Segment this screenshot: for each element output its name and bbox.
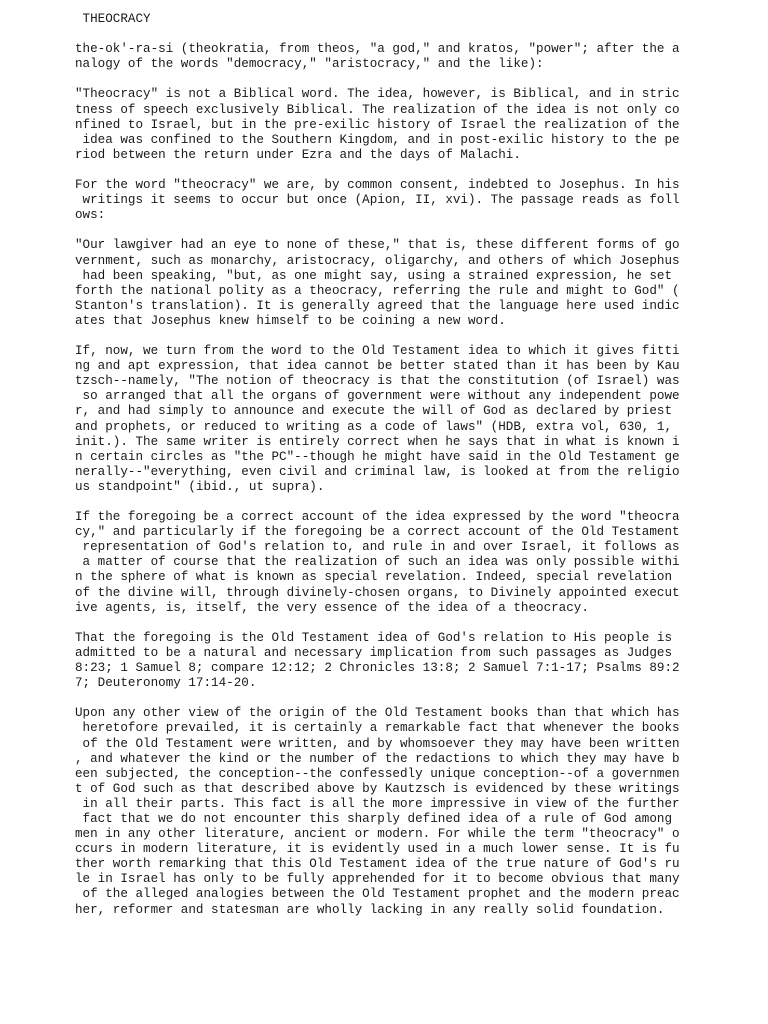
text-line: idea was confined to the Southern Kingdom, and in post-exilic history to the pe [75,132,680,147]
text-line: us standpoint" (ibid., ut supra). [75,479,325,494]
document-body [75,42,755,917]
text-line: representation of God's relation to, and rule in and over Israel, it follows as [75,540,680,555]
text-line: of the alleged analogies between the Old Testament prophet and the modern preac [75,887,680,902]
paragraph [75,87,755,162]
text-line: admitted to be a natural and necessary implication from such passages as Judges [75,645,673,660]
paragraph [75,238,755,329]
text-line: so arranged that all the organs of government were without any independent powe [75,389,680,404]
text-line: le in Israel has only to be fully apprehended for it to become obvious that many [75,872,680,887]
text-line: fact that we do not encounter this sharply defined idea of a rule of God among [75,811,673,826]
text-line: 8:23; 1 Samuel 8; compare 12:12; 2 Chronicles 13:8; 2 Samuel 7:1-17; Psalms 89:2 [75,661,680,676]
text-line: the-ok'-ra-si (theokratia, from theos, "a god," and kratos, "power"; after the a [75,42,680,57]
text-line: writings it seems to occur but once (Apion, II, xvi). The passage reads as foll [75,193,680,208]
text-line: her, reformer and statesman are wholly lacking in any really solid foundation. [75,902,665,917]
text-line: heretofore prevailed, it is certainly a remarkable fact that whenever the books [75,721,680,736]
text-line: , and whatever the kind or the number of the redactions to which they may have b [75,751,680,766]
text-line: Upon any other view of the origin of the Old Testament books than that which has [75,706,680,721]
paragraph [75,706,755,917]
text-line: n certain circles as "the PC"--though he might have said in the Old Testament ge [75,449,680,464]
text-line: tness of speech exclusively Biblical. The realization of the idea is not only co [75,102,680,117]
text-line: nerally--"everything, even civil and criminal law, is looked at from the religio [75,464,680,479]
paragraph [75,42,755,72]
text-line: If the foregoing be a correct account of the idea expressed by the word "theocra [75,510,680,525]
text-line: of the Old Testament were written, and by whomsoever they may have been written [75,736,680,751]
text-line: r, and had simply to announce and execute the will of God as declared by priest [75,404,673,419]
text-line: and prophets, or reduced to writing as a code of laws" (HDB, extra vol, 630, 1, [75,419,673,434]
text-line: "Theocracy" is not a Biblical word. The idea, however, is Biblical, and in stric [75,87,680,102]
text-line: "Our lawgiver had an eye to none of these," that is, these different forms of go [75,238,680,253]
text-line: tzsch--namely, "The notion of theocracy is that the constitution (of Israel) was [75,374,680,389]
text-line: ows: [75,208,106,223]
text-line: init.). The same writer is entirely correct when he says that in what is known i [75,434,680,449]
paragraph [75,344,755,495]
text-line: That the foregoing is the Old Testament idea of God's relation to His people is [75,630,673,645]
text-line: cy," and particularly if the foregoing be a correct account of the Old Testament [75,525,680,540]
text-line: vernment, such as monarchy, aristocracy, oligarchy, and others of which Josephus [75,253,680,268]
document-title: THEOCRACY [75,12,151,26]
text-line: nfined to Israel, but in the pre-exilic history of Israel the realization of the [75,117,680,132]
text-line: ng and apt expression, that idea cannot be better stated than it has been by Kau [75,359,680,374]
text-line: a matter of course that the realization of such an idea was only possible withi [75,555,680,570]
text-line: n the sphere of what is known as special revelation. Indeed, special revelation [75,570,673,585]
text-line: If, now, we turn from the word to the Old Testament idea to which it gives fitti [75,344,680,359]
document-page [75,12,755,933]
text-line: riod between the return under Ezra and the days of Malachi. [75,147,521,162]
paragraph [75,631,755,691]
text-line: een subjected, the conception--the confessedly unique conception--of a governmen [75,766,680,781]
text-line: had been speaking, "but, as one might say, using a strained expression, he set [75,268,673,283]
paragraph [75,510,755,616]
text-line: For the word "theocracy" we are, by common consent, indebted to Josephus. In his [75,178,680,193]
text-line: in all their parts. This fact is all the more impressive in view of the further [75,796,680,811]
text-line: nalogy of the words "democracy," "aristocracy," and the like): [75,57,544,72]
text-line: t of God such as that described above by Kautzsch is evidenced by these writings [75,781,680,796]
text-line: 7; Deuteronomy 17:14-20. [75,676,257,691]
text-line: forth the national polity as a theocracy, referring the rule and might to God" ( [75,283,680,298]
text-line: men in any other literature, ancient or modern. For while the term "theocracy" o [75,827,680,842]
text-line: ates that Josephus knew himself to be coining a new word. [75,313,506,328]
text-line: ive agents, is, itself, the very essence of the idea of a theocracy. [75,600,589,615]
text-line: ther worth remarking that this Old Testament idea of the true nature of God's ru [75,857,680,872]
paragraph [75,178,755,223]
text-line: of the divine will, through divinely-chosen organs, to Divinely appointed execut [75,585,680,600]
text-line: ccurs in modern literature, it is evidently used in a much lower sense. It is fu [75,842,680,857]
text-line: Stanton's translation). It is generally agreed that the language here used indic [75,298,680,313]
